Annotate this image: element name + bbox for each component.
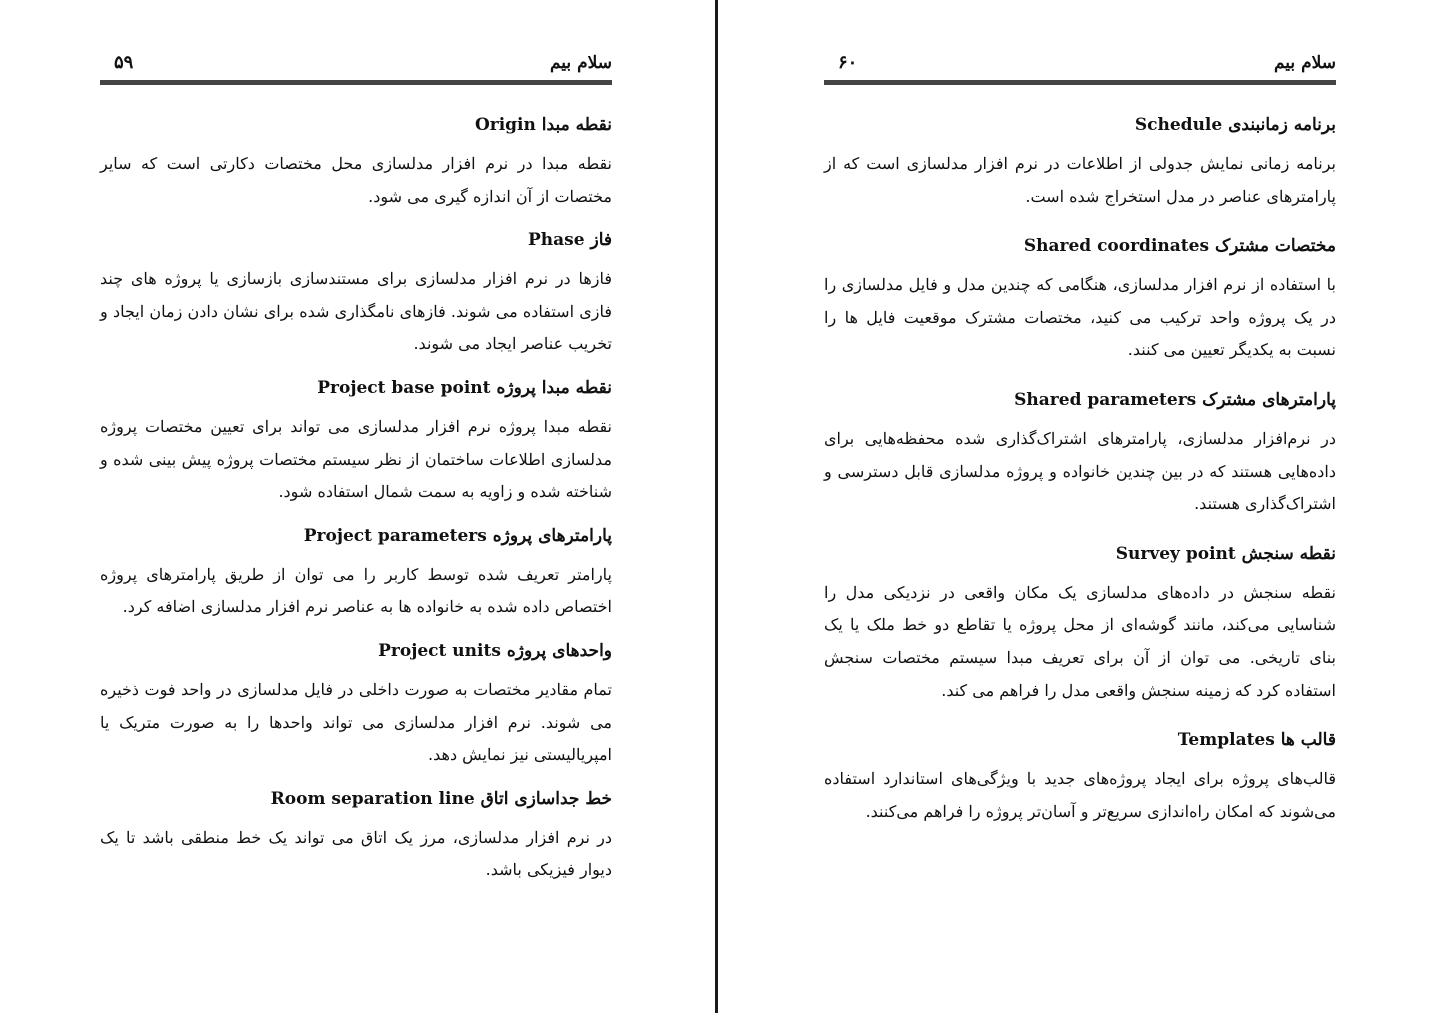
glossary-entry [100, 108, 612, 213]
entry-title: پارامترهای مشترک Shared parameters [1014, 389, 1336, 410]
entry-body: در نرم‌افزار مدلسازی، پارامترهای اشتراک‌گذاری شده محفظه‌هایی برای داده‌هایی هستند که در بین چندین خانواده و پروژه مدلسازی قابل دسترسی و اشتراک‌گذاری هستند. [824, 428, 1336, 514]
entry-body: فازها در نرم افزار مدلسازی برای مستندسازی بازسازی یا پروژه های چند فازی استفاده می شوند. فازهای نامگذاری شده برای نشان دادن زمان ایجاد و تخریب عناصر ایجاد می شوند. [100, 269, 612, 354]
page-header [100, 50, 612, 76]
page-content [824, 108, 1336, 844]
entry-title: نقطه مبدا پروژه Project base point [317, 377, 612, 398]
glossary-entry [100, 223, 612, 361]
entry-title: قالب ها Templates [1177, 730, 1336, 751]
entry-body: با استفاده از نرم افزار مدلسازی، هنگامی که چندین مدل و فایل مدلسازی را در یک پروژه واحد ترکیب می کنید، مختصات مشترک موقعیت فایل ها را نسبت به یکدیگر تعیین می کنند. [824, 275, 1336, 360]
entry-body: نقطه مبدا در نرم افزار مدلسازی محل مختصات دکارتی است که سایر مختصات از آن اندازه گیری می شود. [100, 154, 612, 206]
glossary-entry [824, 537, 1336, 707]
header-rule [824, 80, 1336, 85]
entry-body: قالب‌های پروژه برای ایجاد پروژه‌های جدید با ویژگی‌های استاندارد استفاده می‌شوند که امکان راه‌اندازی سریع‌تر و آسان‌تر پروژه را فراهم می‌کنند. [824, 769, 1337, 821]
entry-body: تمام مقادیر مختصات به صورت داخلی در فایل مدلسازی در واحد فوت ذخیره می شوند. نرم افزار مدلسازی می تواند واحدها را به صورت متریک یا امپریالیستی نیز نمایش دهد. [100, 679, 612, 765]
glossary-entry [824, 723, 1336, 828]
glossary-entry [824, 229, 1336, 367]
glossary-entry [100, 371, 612, 509]
page-number: ۵۹ [114, 52, 134, 73]
page-left [100, 0, 612, 1013]
page-number: ۶۰ [838, 52, 858, 73]
page-right [824, 0, 1336, 1013]
entry-body: در نرم افزار مدلسازی، مرز یک اتاق می تواند یک خط منطقی باشد تا یک دیوار فیزیکی باشد. [100, 827, 612, 880]
glossary-entry [100, 782, 612, 887]
glossary-entry [824, 383, 1336, 521]
entry-title: مختصات مشترک Shared coordinates [1023, 236, 1336, 257]
page-content [100, 108, 612, 897]
entry-title: پارامترهای پروژه Project parameters [303, 525, 612, 546]
entry-title: خط جداسازی اتاق Room separation line [270, 788, 612, 809]
entry-title: نقطه مبدا Origin [474, 115, 612, 135]
glossary-entry [824, 108, 1336, 213]
glossary-entry [100, 634, 612, 772]
entry-title: فاز Phase [528, 230, 612, 251]
running-title: سلام بیم [1273, 53, 1336, 73]
glossary-entry [100, 519, 612, 624]
header-rule [100, 80, 612, 85]
book-spine-divider [715, 0, 718, 1013]
page-header [824, 50, 1336, 76]
running-title: سلام بیم [549, 53, 612, 73]
entry-title: واحدهای پروژه Project units [378, 640, 612, 661]
entry-body: برنامه زمانی نمایش جدولی از اطلاعات در نرم افزار مدلسازی است که از پارامترهای عناصر در مدل استخراج شده است. [824, 154, 1336, 206]
entry-body: نقطه مبدا پروژه نرم افزار مدلسازی می تواند برای تعیین مختصات پروژه مدلسازی اطلاعات ساختمان از نظر سیستم مختصات پروژه پیش بینی شده و شناخته شده و زاویه به سمت شمال استفاده شود. [100, 416, 612, 502]
entry-title: برنامه زمانبندی Schedule [1134, 115, 1336, 135]
entry-title: نقطه سنجش Survey point [1115, 543, 1336, 564]
entry-body: نقطه سنجش در داده‌های مدلسازی یک مکان واقعی در نزدیکی مدل را شناسایی می‌کند، مانند گوشه‌ای از محل پروژه یا تقاطع دو خط ملک یا یک بنای تاریخی. می توان از آن برای تعریف مبدا سیستم مختصات سنجش استفاده کرد که زمینه سنجش واقعی مدل را فراهم می کند. [824, 582, 1336, 700]
entry-body: پارامتر تعریف شده توسط کاربر را می توان از طریق پارامترهای پروژه اختصاص داده شده به خانواده ها به عناصر نرم افزار مدلسازی اضافه کرد. [100, 564, 612, 617]
